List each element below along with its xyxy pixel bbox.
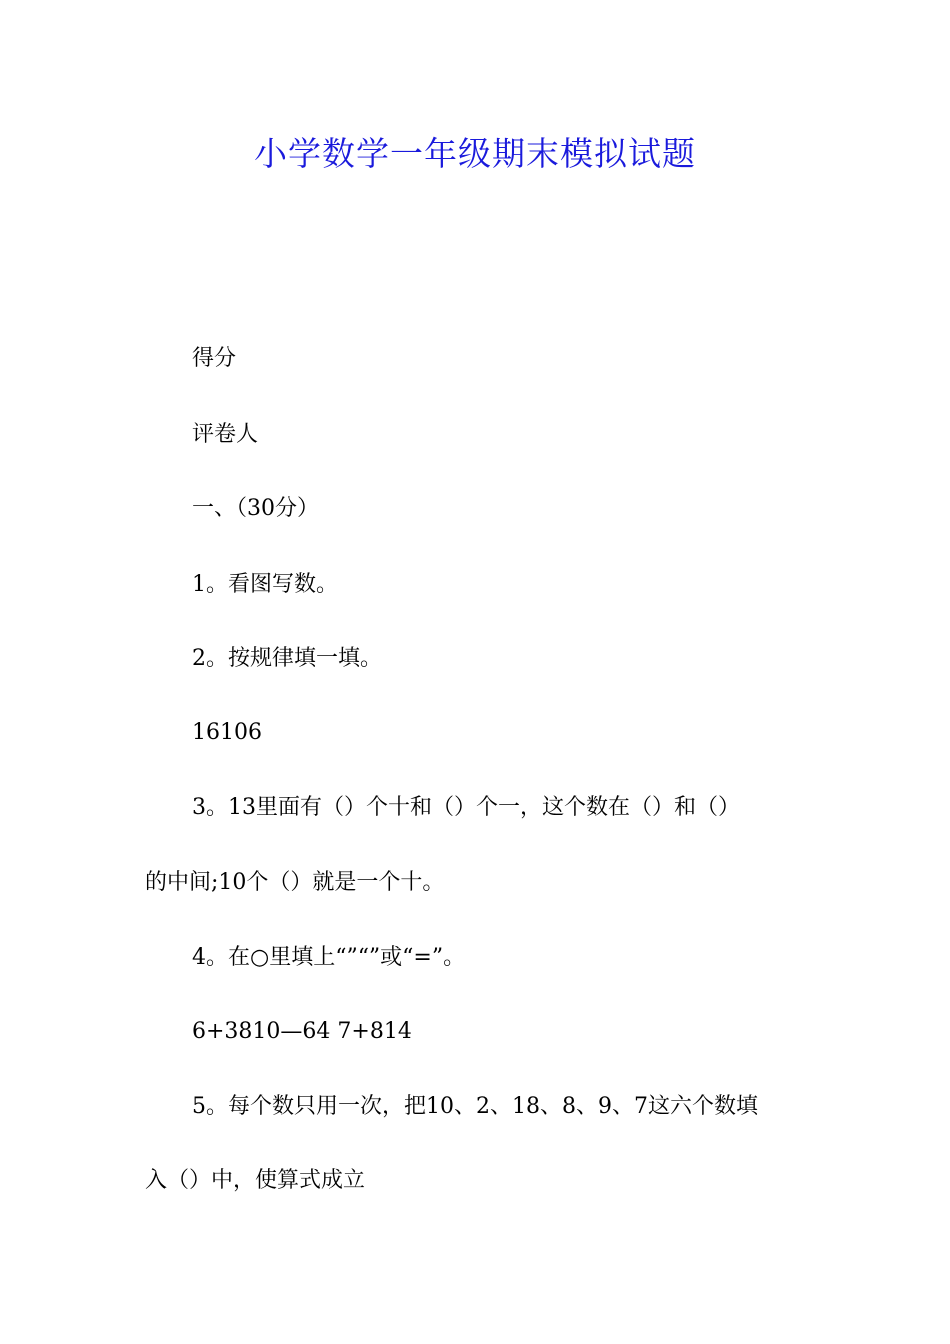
question-4-expression: 6+3810—64 7+814: [192, 1019, 412, 1044]
question-4: 4。在○里填上“”“”或“=”。: [192, 945, 466, 970]
question-2-sequence: 16106: [192, 720, 262, 745]
document-title: 小学数学一年级期末模拟试题: [254, 134, 696, 173]
question-3-line-1: 3。13里面有（）个十和（）个一，这个数在（）和（）: [192, 795, 740, 820]
question-2: 2。按规律填一填。: [192, 646, 382, 671]
question-3-line-2: 的中间;10个（）就是一个十。: [145, 870, 445, 895]
question-5-line-2: 入（）中，使算式成立: [145, 1168, 366, 1193]
score-label: 得分: [192, 346, 237, 371]
grader-label: 评卷人: [192, 422, 259, 447]
question-5-line-1: 5。每个数只用一次，把10、2、18、8、9、7这六个数填: [192, 1094, 758, 1119]
section-heading: 一、（30分）: [192, 496, 319, 521]
question-1: 1。看图写数。: [192, 572, 338, 597]
